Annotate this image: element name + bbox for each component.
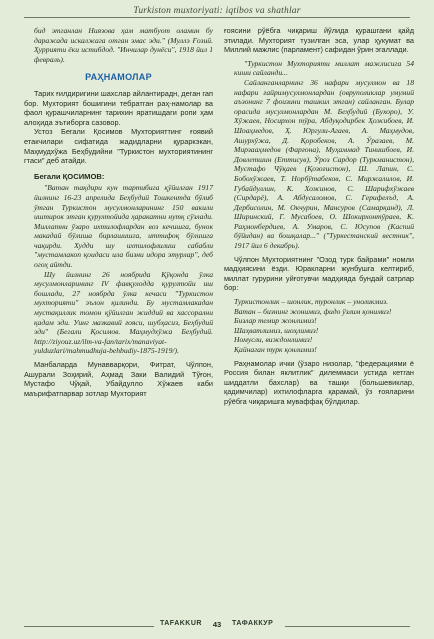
footer-divider bbox=[24, 626, 154, 627]
running-header: Turkiston muxtoriyati: iqtibos va shathlar bbox=[133, 6, 301, 16]
quote-paragraph: Сайланганларнинг 36 нафари мусулмон ва 18 нафари ғайримусулмонлардан (овруполиклар умумий аъзонинг 7 фоизини ташкил этган) сайланган. Булар орасида мусулмонлардан М. Беҳбудий (Бухоро), У. Хўжаев, Носирхон тўра, Абдуқодирбек Ҳожибоев, И. Шоаҳмедов, Ҳ. Юргули-Агаев, А. Маҳмудов, Ашурхўжа, Д. Қоробеков, А. Ўразаев, М. Мирзааҳмедов (Фарғона), Муҳаммад Тинишбоев, И. Довлетшин (Еттисув), Ўроз Сардор (Туркманистон), Мустафо Чўқаев (Қозоғистон), Ш. Лапин, С. Бобохўжаев, Т. Норбўтабеков, С. Миржалилов, И. Губайдуллин, К. Хожинов, С. Шарифхўжаев (Сирдарё), А. Абдусаломов, С. Герифелъд, А. Дербисолин, М. Окчурин, Мансуров (Самарқанд), Л. Ширинский, Г. Мусабоев, О. Шокирхонтўраев, К. Раҳмонбердиев, А. Умаров, С. Юсупов (Каспий бўйидан) ва бошқалар..." ("Туркестанский вестник", 1917 йил 6 декабрь). bbox=[234, 77, 414, 251]
quote-paragraph: Шу йилнинг 26 ноябрида Қўқонда ўлка мусулмонларининг IV фавқулодда қурултойи иш бошлади, 27 ноябрда ўлка кечаси "Туркистон мухторияти" эълон қилинди. Бу мустамлакадан мустақиллик томон қўйилган жиддий ва хассорални қадам эди. Уинг мазкавий ғояси, шубҳасиз, Беҳбудий эди" (Бегали Қосимов. Маҳмудхўжа Беҳбудий. http://ziyouz.uz/ilm-va-fan/tarix/manaviyat-yulduzlari/mahmudhuja-behbudiy-1875-1919/). bbox=[34, 269, 213, 356]
poem-line: Туркистонлик – шонлик, туронлик – уноликмиз. bbox=[234, 297, 388, 307]
right-column bbox=[224, 26, 414, 407]
poem bbox=[224, 297, 414, 355]
header-divider bbox=[24, 17, 410, 18]
poem-line: Номусли, виждонлимиз! bbox=[234, 335, 313, 345]
quote-paragraph: "Туркистон Мухторияти миллат мажлисига 54 киши сайланди... bbox=[234, 58, 414, 78]
left-column bbox=[24, 26, 213, 398]
footer-label-latin: TAFAKKUR bbox=[160, 620, 202, 627]
poem-line: Қайнаган турк қонлимиз! bbox=[234, 345, 317, 354]
paragraph: Раҳнамолар ички (ўзаро низолар, "федерациями ё Россия билан яклитлик" дилеммаси устида кетган шиддатли бахслар) ва ташқи (большевиклар, қадимчилар) ихтилофларга қарамай, ўз ғояларини рўёбга чиқаришга муваффақ бўлдилар. bbox=[224, 358, 414, 406]
footer-label-cyrillic: ТАФАККУР bbox=[232, 620, 274, 627]
poem-line: Шаҳватлимиз, шоҳлимиз! bbox=[234, 325, 319, 335]
section-title: РАҲНАМОЛАР bbox=[85, 72, 152, 83]
paragraph: ғоясини рўёбга чиқариш йўлида қурашгани қайд этилади. Мухторият тузилган эса, улар ҳукумат ва Миллий мажлис (парламент) сафидан ўрин эгаллади. bbox=[224, 26, 414, 55]
page-number: 43 bbox=[212, 620, 222, 629]
paragraph: Манбаларда Мунавварқори, Фитрат, Чўлпон, Ашурали Зоҳирий, Аҳмад Заки Валидий Тўғон, Мустафо Чўқай, Убайдулло Хўжаев каби маърифатпарвар зотлар Мухторият bbox=[24, 360, 213, 398]
poem-line: Бизлар темир жонлимиз! bbox=[234, 316, 317, 326]
paragraph: Чўлпон Мухториятнинг "Озод турк байрами" номли мадҳиясини ёзди. Юракларни жунбушга келтириб, миллат гурурини уйғотувчи мадҳияда бундай сатрлар бор: bbox=[224, 254, 414, 293]
paragraph: Тарих ғилдиригини шахслар айлантирадн, деган гап бор. Мухторият бошигини тебратган раҳ-намолар ва фаол қурашчиларнинг тарихин яратишдаги ропи ҳам алоҳида эътиборга сазовор. bbox=[24, 88, 213, 127]
poem-line: Ватан – бизнинг жонимиз, фидо ўзлим қонимиз! bbox=[234, 306, 392, 316]
page-header bbox=[0, 0, 434, 20]
quote-author: Бегали ҚОСИМОВ: bbox=[34, 171, 105, 181]
intro-quote-end: бид этганлан Ниязова ҳам матбуот оламин бу даражада искалжага отган эмас эди." (Муллэ Ғозий. Ҳуррияти ёки истибдод. "Инчилар дунёси", 1918 йил 1 февраль). bbox=[34, 26, 213, 64]
paragraph: Устоз Бегали Қосимов Мухторияттинг ғоявий етакчилари сифатида жадидларни қураркэкан, Маҳмудхўжа Беҳбудийни "Туркистон мухториятининг гтаси" деб атайди. bbox=[24, 127, 213, 166]
footer-divider bbox=[285, 626, 410, 627]
page-footer bbox=[0, 620, 434, 634]
quote-paragraph: "Ватан тақдири кун тартибига қўйилган 1917 йилнинг 16-23 апрелида Беҳбудий Тошкентда бўлиб ўтган Туркистон мусулмонларининг 150 вакили иштирок этган қурултойида ҳаракатни нутқ сўзлади. Миллатни ўзаро ихтилофлардан воз кечишга, бунок макадай бўлиша бирлашишга, иттифоқ бўлишга чақирди. Худди шу ихтилофлилиш сабабли "мустамлакоп қоидаси ила бизни идора этурлар", деб огоҳ айтди. bbox=[34, 183, 213, 270]
